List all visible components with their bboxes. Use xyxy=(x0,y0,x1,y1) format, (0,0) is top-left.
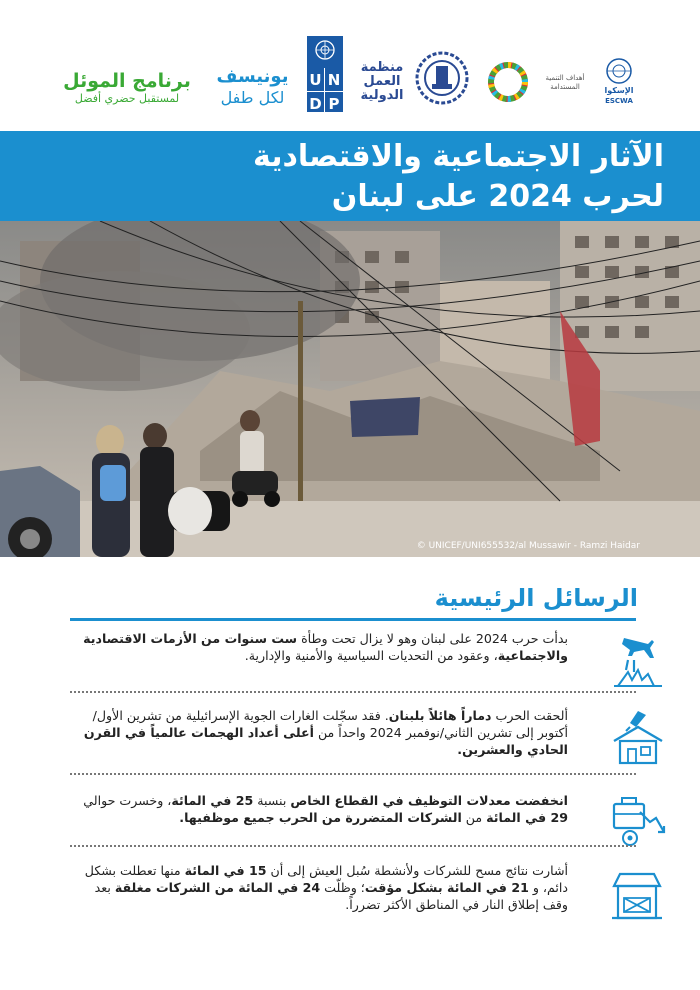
un-habitat-logo xyxy=(52,62,202,114)
heading-underline xyxy=(70,618,636,621)
hero-photo xyxy=(0,221,700,557)
title-band xyxy=(0,131,700,221)
text-run-bold: دماراً هائلاً بلبنان xyxy=(388,708,492,723)
text-run-bold: 21 في المائة بشكل مؤقت xyxy=(364,880,529,895)
text-run-bold: 25 في المائة xyxy=(171,793,254,808)
message-divider xyxy=(70,691,636,693)
page-title xyxy=(24,137,664,217)
undp-letter: N xyxy=(325,68,343,92)
escwa-emblem-icon xyxy=(604,56,634,86)
text-run: بعد وقف إطلاق النار في المناطق الأكثر تضرراً. xyxy=(94,880,568,912)
text-run: منها تعطلت بشكل دائم، و xyxy=(84,863,568,895)
text-run-bold: انخفضت معدلات التوظيف في القطاع الخاص xyxy=(290,793,568,808)
ilo-line: الدولية xyxy=(360,88,404,104)
key-message xyxy=(70,862,666,934)
business-decline-icon xyxy=(608,792,666,850)
message-divider xyxy=(70,773,636,775)
key-message xyxy=(70,792,666,864)
destroyed-house-icon xyxy=(608,707,666,765)
destruction-scene-illustration xyxy=(0,221,700,557)
unicef-tagline: لكل طفل xyxy=(220,88,285,108)
text-run: من xyxy=(461,810,487,825)
ilo-line: العمل xyxy=(363,73,401,89)
sdg-text: أهداف التنمية المستدامة xyxy=(545,74,585,91)
text-run: بنسبة xyxy=(253,793,291,808)
text-run-bold: ست سنوات من الأزمات الاقتصادية والاجتماعية xyxy=(83,631,568,663)
ilo-emblem-icon xyxy=(414,50,470,106)
text-run: بدأت حرب 2024 على لبنان وهو لا يزال تحت وطأة xyxy=(297,631,568,646)
undp-letter: D xyxy=(307,92,325,116)
undp-logo xyxy=(307,36,343,112)
text-run-bold: أعلى أعداد الهجمات عالمياً في القرن الحادي والعشرين. xyxy=(83,725,568,757)
photo-credit: © UNICEF/UNI655532/al Mussawir - Ramzi Haidar xyxy=(416,541,640,551)
key-message-text xyxy=(70,630,568,664)
un-emblem-icon xyxy=(307,36,343,64)
text-run: ؛ وظلّت xyxy=(320,880,365,895)
ilo-text xyxy=(352,54,412,110)
un-habitat-name: برنامج الموئل xyxy=(63,69,191,92)
partner-logos xyxy=(0,0,700,130)
un-habitat-tagline: لمستقبل حضري أفضل xyxy=(74,92,180,106)
key-message-text xyxy=(70,862,568,913)
undp-letter: U xyxy=(307,68,325,92)
text-run: ، وخسرت حوالي xyxy=(83,793,172,808)
unicef-name: يونيسف xyxy=(216,66,289,88)
text-run: . فقد سجّلت الغارات الجوية الإسرائيلية من تشرين الأول/أكتوبر إلى تشرين الثاني/نوفمبر 2024 واحداً من xyxy=(92,708,568,740)
escwa-latin: ESCWA xyxy=(605,97,633,105)
key-message-text xyxy=(70,707,568,758)
title-line: الآثار الاجتماعية والاقتصادية xyxy=(253,139,664,174)
undp-letter: P xyxy=(328,95,340,113)
text-run-bold: الشركات المتضررة من الحرب جميع موظفيها. xyxy=(179,810,462,825)
text-run-bold: 29 في المائة xyxy=(486,810,568,825)
text-run: ألحقت الحرب xyxy=(491,708,568,723)
key-message xyxy=(70,707,666,779)
ilo-line: منظمة xyxy=(360,59,404,75)
text-run: ، وعقود من التحديات السياسية والأمنية والإدارية. xyxy=(244,648,498,663)
closed-shop-icon xyxy=(608,868,666,926)
message-divider xyxy=(70,845,636,847)
sdg-wheel-icon xyxy=(488,62,528,102)
title-line: لحرب 2024 على لبنان xyxy=(331,179,664,214)
key-message-text xyxy=(70,792,568,826)
text-run-bold: 24 في المائة من الشركات مغلقة xyxy=(114,880,321,895)
section-heading: الرسائل الرئيسية xyxy=(434,584,638,612)
unicef-logo xyxy=(205,60,300,114)
text-run: أشارت نتائج مسح للشركات ولأنشطة سُبل العيش إلى أن xyxy=(266,863,568,878)
airstrike-icon xyxy=(608,630,666,688)
text-run-bold: 15 في المائة xyxy=(184,863,267,878)
escwa-arabic: الإسكوا xyxy=(604,86,634,95)
